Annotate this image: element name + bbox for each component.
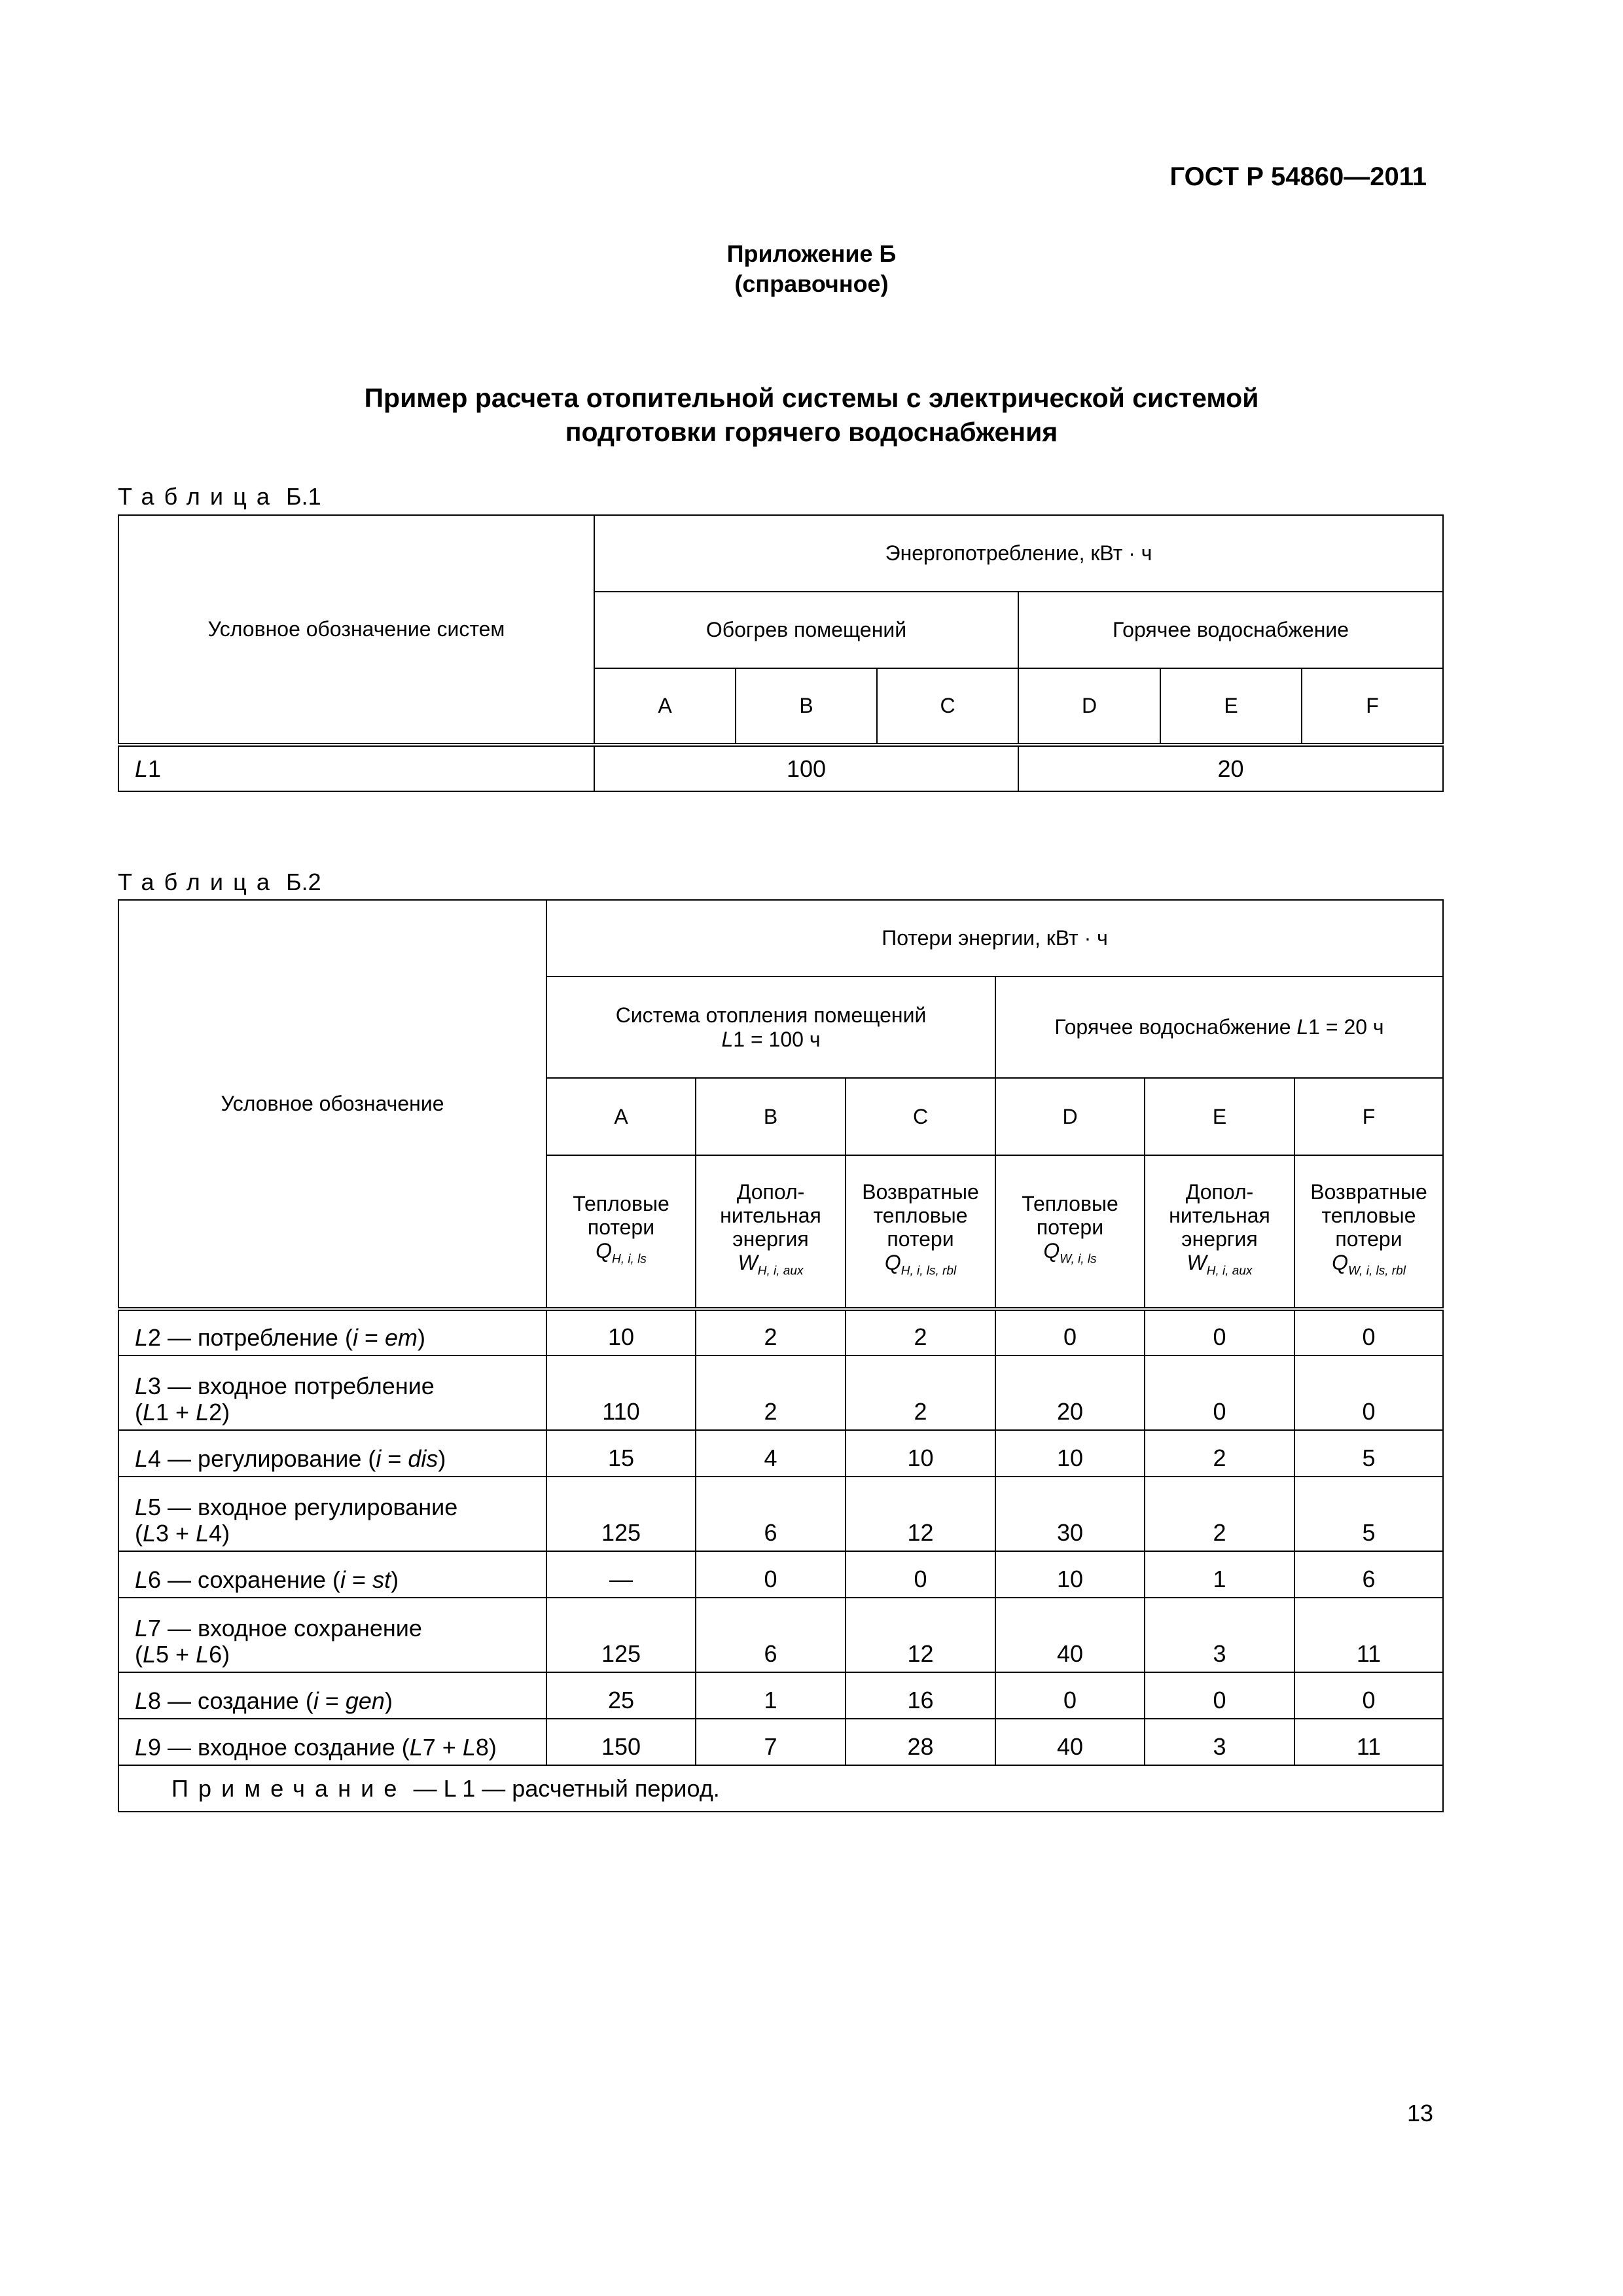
subheader-text: Горячее водоснабжение: [1054, 1015, 1297, 1039]
appendix-subtitle: (справочное): [734, 270, 889, 297]
table-2-cell: 7: [696, 1719, 846, 1765]
table-2-cell: 110: [546, 1355, 696, 1430]
table-2-cell: 2: [846, 1355, 995, 1430]
table-2-cell: 6: [696, 1598, 846, 1672]
table-2-cell: 0: [995, 1672, 1145, 1719]
table-row: [118, 1477, 1443, 1551]
table-row: [118, 1598, 1443, 1672]
section-heading-line-2: подготовки горячего водоснабжения: [565, 417, 1058, 447]
quantity-symbol-subscript: H, i, ls, rbl: [901, 1264, 957, 1278]
table-1-column-a: A: [594, 668, 736, 745]
quantity-text-line: энергия: [732, 1227, 809, 1251]
quantity-text-line: Тепловые: [573, 1191, 669, 1215]
appendix-heading: [0, 239, 1623, 299]
table-2-cell: 2: [696, 1309, 846, 1355]
section-heading-line-1: Пример расчета отопительной системы с электрической системой: [364, 383, 1259, 413]
quantity-text-line: нительная: [1169, 1203, 1270, 1227]
table-2-cell: 6: [696, 1477, 846, 1551]
table-1: [118, 514, 1444, 792]
table-1-caption-number: Б.1: [286, 483, 321, 510]
table-2-subheader-heating-line-1: Система отопления помещений: [615, 1003, 927, 1027]
page-number: 13: [1406, 2100, 1433, 2126]
quantity-symbol-letter: W: [1186, 1250, 1207, 1274]
table-2-column-a: A: [546, 1078, 696, 1155]
quantity-symbol-letter: Q: [596, 1238, 613, 1263]
quantity-symbol: [1302, 1251, 1436, 1283]
quantity-symbol-subscript: W, i, ls, rbl: [1347, 1264, 1406, 1278]
table-1-row-label-index: 1: [148, 755, 162, 782]
note-word: Примечание: [171, 1774, 407, 1802]
table-2-cell: 28: [846, 1719, 995, 1765]
table-row: [118, 1355, 1443, 1430]
table-2-cell: 12: [846, 1477, 995, 1551]
quantity-text-line: Допол-: [736, 1179, 805, 1204]
table-1-column-c: C: [877, 668, 1018, 745]
quantity-symbol-subscript: H, i, aux: [1206, 1264, 1253, 1278]
table-1-caption: [118, 483, 321, 511]
table-1-value-heating: 100: [594, 745, 1018, 791]
table-2-cell: 0: [1145, 1672, 1294, 1719]
table-2-caption-number: Б.2: [286, 869, 321, 895]
table-2-cell: 6: [1294, 1551, 1443, 1598]
quantity-text-line: потери: [587, 1215, 655, 1239]
table-2-cell: 40: [995, 1598, 1145, 1672]
quantity-text-line: Допол-: [1185, 1179, 1254, 1204]
table-2-cell: 150: [546, 1719, 696, 1765]
table-1-caption-word: Таблица: [118, 483, 279, 510]
table-2-cell: 0: [1145, 1309, 1294, 1355]
period-symbol: L: [1296, 1015, 1309, 1039]
table-2-cell: 20: [995, 1355, 1145, 1430]
table-2-cell: 3: [1145, 1598, 1294, 1672]
table-2-cell: 0: [1294, 1672, 1443, 1719]
table-2-cell: 16: [846, 1672, 995, 1719]
table-1-column-d: D: [1018, 668, 1160, 745]
table-2-subheader-heating-line-2: [554, 1028, 988, 1052]
table-2-quantity-cell: [995, 1155, 1145, 1309]
table-2-row-label: L7 — входное сохранение (L5 + L6): [118, 1598, 546, 1672]
table-2-row-label: L3 — входное потребление (L1 + L2): [118, 1355, 546, 1430]
table-row: [118, 1551, 1443, 1598]
period-value: 1 = 20 ч: [1308, 1015, 1384, 1039]
table-2-cell: 0: [995, 1309, 1145, 1355]
table-2-cell: 10: [546, 1309, 696, 1355]
table-2-column-f: F: [1294, 1078, 1443, 1155]
table-2-quantity-cell: [846, 1155, 995, 1309]
table-2-column-e: E: [1145, 1078, 1294, 1155]
table-2-cell: 5: [1294, 1477, 1443, 1551]
table-2-cell: —: [546, 1551, 696, 1598]
table-2-row-label: L4 — регулирование (i = dis): [118, 1430, 546, 1477]
table-2-cell: 0: [1294, 1309, 1443, 1355]
quantity-symbol-letter: W: [738, 1250, 758, 1274]
table-2-cell: 125: [546, 1477, 696, 1551]
quantity-symbol-letter: Q: [884, 1250, 901, 1274]
quantity-text-line: энергия: [1181, 1227, 1258, 1251]
table-2-subheader-hot-water: [995, 977, 1443, 1078]
table-2-note: [118, 1765, 1443, 1812]
quantity-symbol: [1003, 1239, 1137, 1271]
quantity-text-line: Возвратные: [862, 1179, 979, 1204]
quantity-text-line: нительная: [720, 1203, 821, 1227]
table-2: [118, 899, 1444, 1812]
quantity-symbol-letter: Q: [1332, 1250, 1348, 1274]
table-2-quantity-cell: [1294, 1155, 1443, 1309]
table-1-subheader-heating: Обогрев помещений: [594, 592, 1018, 668]
quantity-text-line: тепловые: [1321, 1203, 1416, 1227]
note-text: — L 1 — расчетный период.: [406, 1774, 720, 1802]
table-2-cell: 11: [1294, 1598, 1443, 1672]
table-1-column-e: E: [1160, 668, 1302, 745]
quantity-symbol: [1152, 1251, 1287, 1283]
table-2-cell: 5: [1294, 1430, 1443, 1477]
table-2-row-label: L5 — входное регулирование (L3 + L4): [118, 1477, 546, 1551]
quantity-text-line: тепловые: [873, 1203, 968, 1227]
quantity-symbol: [853, 1251, 988, 1283]
table-2-cell: 2: [846, 1309, 995, 1355]
table-1-subheader-hot-water: Горячее водоснабжение: [1018, 592, 1443, 668]
table-2-row-label: L9 — входное создание (L7 + L8): [118, 1719, 546, 1765]
quantity-text-line: потери: [1335, 1227, 1402, 1251]
table-2-caption: [118, 869, 321, 896]
table-2-caption-word: Таблица: [118, 869, 279, 895]
table-row: [118, 1430, 1443, 1477]
table-2-cell: 2: [696, 1355, 846, 1430]
table-2-quantity-cell: [696, 1155, 846, 1309]
table-2-row-header: Условное обозначение: [118, 900, 546, 1309]
quantity-symbol-subscript: H, i, aux: [757, 1264, 804, 1278]
appendix-title: Приложение Б: [726, 240, 897, 267]
table-2-cell: 12: [846, 1598, 995, 1672]
table-2-cell: 30: [995, 1477, 1145, 1551]
table-2-row-label: L2 — потребление (i = em): [118, 1309, 546, 1355]
table-2-cell: 2: [1145, 1477, 1294, 1551]
table-2-cell: 10: [995, 1430, 1145, 1477]
period-value: 1 = 100 ч: [733, 1027, 821, 1051]
table-2-group-header: Потери энергии, кВт · ч: [546, 900, 1443, 977]
table-2-cell: 3: [1145, 1719, 1294, 1765]
table-2-cell: 125: [546, 1598, 696, 1672]
table-2-cell: 4: [696, 1430, 846, 1477]
table-row: [118, 1672, 1443, 1719]
quantity-text-line: потери: [1036, 1215, 1104, 1239]
table-2-cell: 0: [1294, 1355, 1443, 1430]
table-1-row-label-symbol: L: [135, 755, 149, 782]
table-2-cell: 10: [995, 1551, 1145, 1598]
table-2-column-b: B: [696, 1078, 846, 1155]
quantity-symbol-subscript: W, i, ls: [1060, 1252, 1097, 1266]
table-2-cell: 11: [1294, 1719, 1443, 1765]
period-symbol: L: [721, 1027, 734, 1051]
table-2-cell: 40: [995, 1719, 1145, 1765]
table-1-column-f: F: [1302, 668, 1443, 745]
table-2-column-d: D: [995, 1078, 1145, 1155]
table-2-cell: 10: [846, 1430, 995, 1477]
table-1-row-label: [118, 745, 594, 791]
table-2-row-label: L6 — сохранение (i = st): [118, 1551, 546, 1598]
table-2-cell: 1: [1145, 1551, 1294, 1598]
table-2-cell: 15: [546, 1430, 696, 1477]
quantity-symbol: [554, 1239, 688, 1271]
table-1-column-b: B: [736, 668, 877, 745]
table-row: [118, 1309, 1443, 1355]
quantity-symbol-subscript: H, i, ls: [612, 1252, 647, 1266]
table-1-value-hot-water: 20: [1018, 745, 1443, 791]
table-2-cell: 1: [696, 1672, 846, 1719]
document-code: ГОСТ Р 54860—2011: [1169, 162, 1427, 191]
table-2-cell: 2: [1145, 1430, 1294, 1477]
table-2-quantity-cell: [546, 1155, 696, 1309]
quantity-text-line: потери: [887, 1227, 954, 1251]
table-1-row-header: Условное обозначение систем: [118, 515, 594, 745]
section-heading: [0, 381, 1623, 449]
table-2-column-c: C: [846, 1078, 995, 1155]
quantity-symbol: [703, 1251, 838, 1283]
quantity-text-line: Тепловые: [1022, 1191, 1118, 1215]
table-2-cell: 0: [846, 1551, 995, 1598]
table-2-cell: 25: [546, 1672, 696, 1719]
table-2-quantity-cell: [1145, 1155, 1294, 1309]
quantity-text-line: Возвратные: [1310, 1179, 1427, 1204]
table-2-row-label: L8 — создание (i = gen): [118, 1672, 546, 1719]
table-1-group-header: Энергопотребление, кВт · ч: [594, 515, 1443, 592]
quantity-symbol-letter: Q: [1043, 1238, 1060, 1263]
table-2-subheader-heating: [546, 977, 995, 1078]
table-2-cell: 0: [696, 1551, 846, 1598]
table-row: [118, 1719, 1443, 1765]
table-2-cell: 0: [1145, 1355, 1294, 1430]
